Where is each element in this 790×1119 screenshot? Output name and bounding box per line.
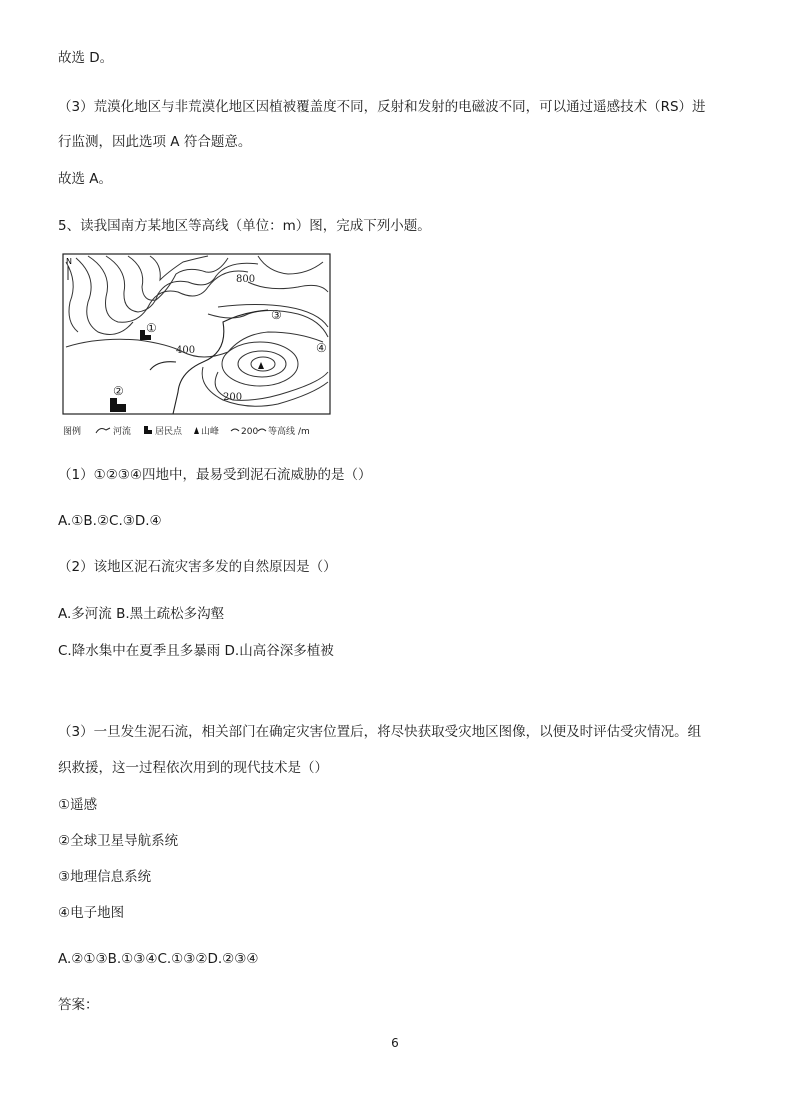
legend-peak: 山峰 xyxy=(201,427,220,437)
contour-legend-icon xyxy=(231,429,239,431)
north-label: N xyxy=(66,257,72,266)
question-5-stem: 5、读我国南方某地区等高线（单位：m）图，完成下列小题。 xyxy=(58,218,431,234)
question-2-options-ab: A.多河流 B.黑土疏松多沟壑 xyxy=(58,606,225,622)
contour-legend-icon xyxy=(258,429,266,431)
point-3-label: ③ xyxy=(271,308,282,322)
point-4-label: ④ xyxy=(316,341,327,355)
point-1-label: ① xyxy=(146,321,157,335)
answer-label: 答案： xyxy=(58,997,99,1013)
contour-label-800: 800 xyxy=(236,274,256,285)
settlement-legend-icon xyxy=(144,426,152,434)
question-3: （3）一旦发生泥石流，相关部门在确定灾害位置后，将尽快获取受灾地区图像，以便及时评估受灾情况。组 xyxy=(58,724,702,740)
point-2-label: ② xyxy=(113,384,124,398)
text-line: 故选 A。 xyxy=(58,171,113,187)
question-3-options: A.②①③B.①③④C.①③②D.②③④ xyxy=(58,951,259,967)
question-2: （2）该地区泥石流灾害多发的自然原因是（） xyxy=(58,559,337,575)
question-3-continued: 织救援，这一过程依次用到的现代技术是（） xyxy=(58,760,328,776)
tech-item-4: ④电子地图 xyxy=(58,905,125,921)
map-legend xyxy=(63,425,310,437)
contour-label-400: 400 xyxy=(176,345,196,356)
contour-label-200: 200 xyxy=(223,392,243,403)
tech-item-2: ②全球卫星导航系统 xyxy=(58,833,179,849)
contour-map xyxy=(58,252,338,442)
peak-legend-icon xyxy=(194,427,199,434)
question-1-options: A.①B.②C.③D.④ xyxy=(58,513,162,529)
legend-title: 图例 xyxy=(63,427,82,437)
legend-unit: /m xyxy=(298,427,310,437)
tech-item-3: ③地理信息系统 xyxy=(58,869,152,885)
question-2-options-cd: C.降水集中在夏季且多暴雨 D.山高谷深多植被 xyxy=(58,643,334,659)
text-line: 故选 D。 xyxy=(58,50,114,66)
legend-settlement: 居民点 xyxy=(155,427,183,437)
question-1: （1）①②③④四地中，最易受到泥石流威胁的是（） xyxy=(58,467,372,483)
legend-contour: 等高线 xyxy=(268,427,296,437)
river-legend-icon xyxy=(96,428,110,433)
text-line: 行监测，因此选项 A 符合题意。 xyxy=(58,134,252,150)
tech-item-1: ①遥感 xyxy=(58,797,98,813)
text-line: （3）荒漠化地区与非荒漠化地区因植被覆盖度不同，反射和发射的电磁波不同，可以通过遥感技术（RS）进 xyxy=(58,99,706,115)
page-number: 6 xyxy=(391,1036,399,1050)
legend-river: 河流 xyxy=(113,427,132,437)
legend-contour-value: 200 xyxy=(241,427,259,437)
